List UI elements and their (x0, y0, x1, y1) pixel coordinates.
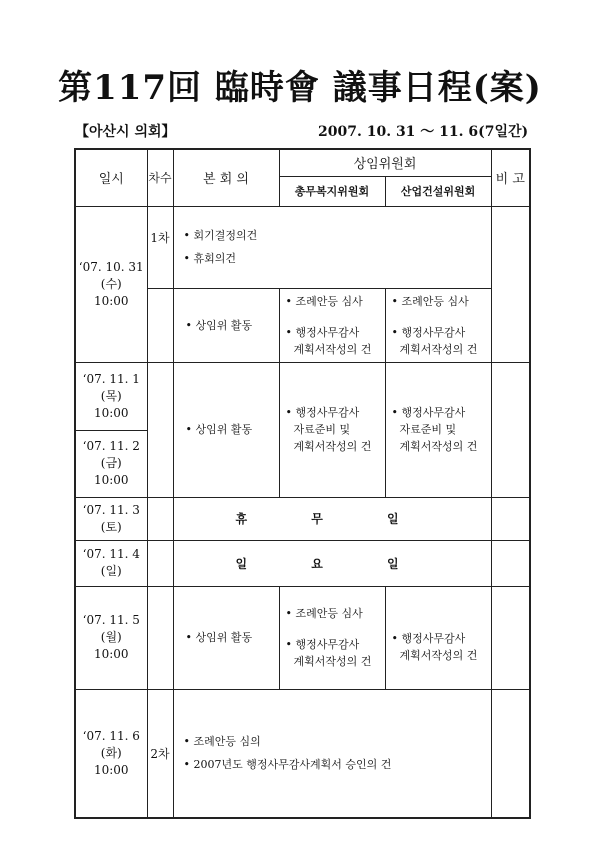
plenary-agenda: • 조례안등 심의 • 2007년도 행정사무감사계획서 승인의 건 (173, 689, 491, 818)
date-cell: ‘07. 10. 31 (수) 10:00 (75, 206, 147, 362)
header-committee-industry-construction: 산업건설위원회 (385, 176, 491, 206)
date-cell: ‘07. 11. 3 (토) (75, 497, 147, 540)
session-number-empty (147, 586, 173, 689)
plenary-agenda: • 회기결정의건 • 휴회의건 (173, 206, 491, 288)
date-cell: ‘07. 11. 2 (금) 10:00 (75, 430, 147, 497)
committee-activity: • 상임위 활동 (173, 362, 279, 497)
date-cell: ‘07. 11. 1 (목) 10:00 (75, 362, 147, 430)
header-committee-general-welfare: 총무복지위원회 (279, 176, 385, 206)
header-plenary: 본 회 의 (173, 149, 279, 206)
committee-b-agenda: • 행정사무감사 계획서작성의 건 (385, 586, 491, 689)
date-cell: ‘07. 11. 6 (화) 10:00 (75, 689, 147, 818)
committee-b-agenda: • 조례안등 심사 • 행정사무감사 계획서작성의 건 (385, 288, 491, 362)
header-standing-committee: 상임위원회 (279, 149, 491, 176)
remarks-cell (491, 362, 530, 497)
document-title: 第117回 臨時會 議事日程(案) (58, 68, 542, 108)
session-number: 2차 (147, 689, 173, 818)
date-cell: ‘07. 11. 5 (월) 10:00 (75, 586, 147, 689)
header-remarks: 비 고 (491, 149, 530, 206)
committee-a-agenda: • 조례안등 심사 • 행정사무감사 계획서작성의 건 (279, 586, 385, 689)
header-session-no: 차수 (147, 149, 173, 206)
day-off-label: 휴 무 일 (173, 497, 491, 540)
committee-activity: • 상임위 활동 (173, 586, 279, 689)
committee-activity: • 상임위 활동 (173, 288, 279, 362)
session-number-empty (147, 288, 173, 362)
council-name: 【아산시 의회】 (75, 124, 176, 140)
session-number-empty (147, 540, 173, 586)
session-period: 2007. 10. 31 ～ 11. 6(7일간) (318, 124, 529, 140)
remarks-cell (491, 586, 530, 689)
committee-a-agenda: • 행정사무감사 자료준비 및 계획서작성의 건 (279, 362, 385, 497)
date-cell: ‘07. 11. 4 (일) (75, 540, 147, 586)
header-date: 일시 (75, 149, 147, 206)
committee-b-agenda: • 행정사무감사 자료준비 및 계획서작성의 건 (385, 362, 491, 497)
committee-a-agenda: • 조례안등 심사 • 행정사무감사 계획서작성의 건 (279, 288, 385, 362)
sunday-label: 일 요 일 (173, 540, 491, 586)
remarks-cell (491, 497, 530, 540)
remarks-cell (491, 540, 530, 586)
session-number-empty (147, 362, 173, 497)
session-number-empty (147, 497, 173, 540)
session-number: 1차 (147, 206, 173, 288)
remarks-cell (491, 689, 530, 818)
remarks-cell (491, 206, 530, 362)
agenda-table (74, 148, 531, 819)
